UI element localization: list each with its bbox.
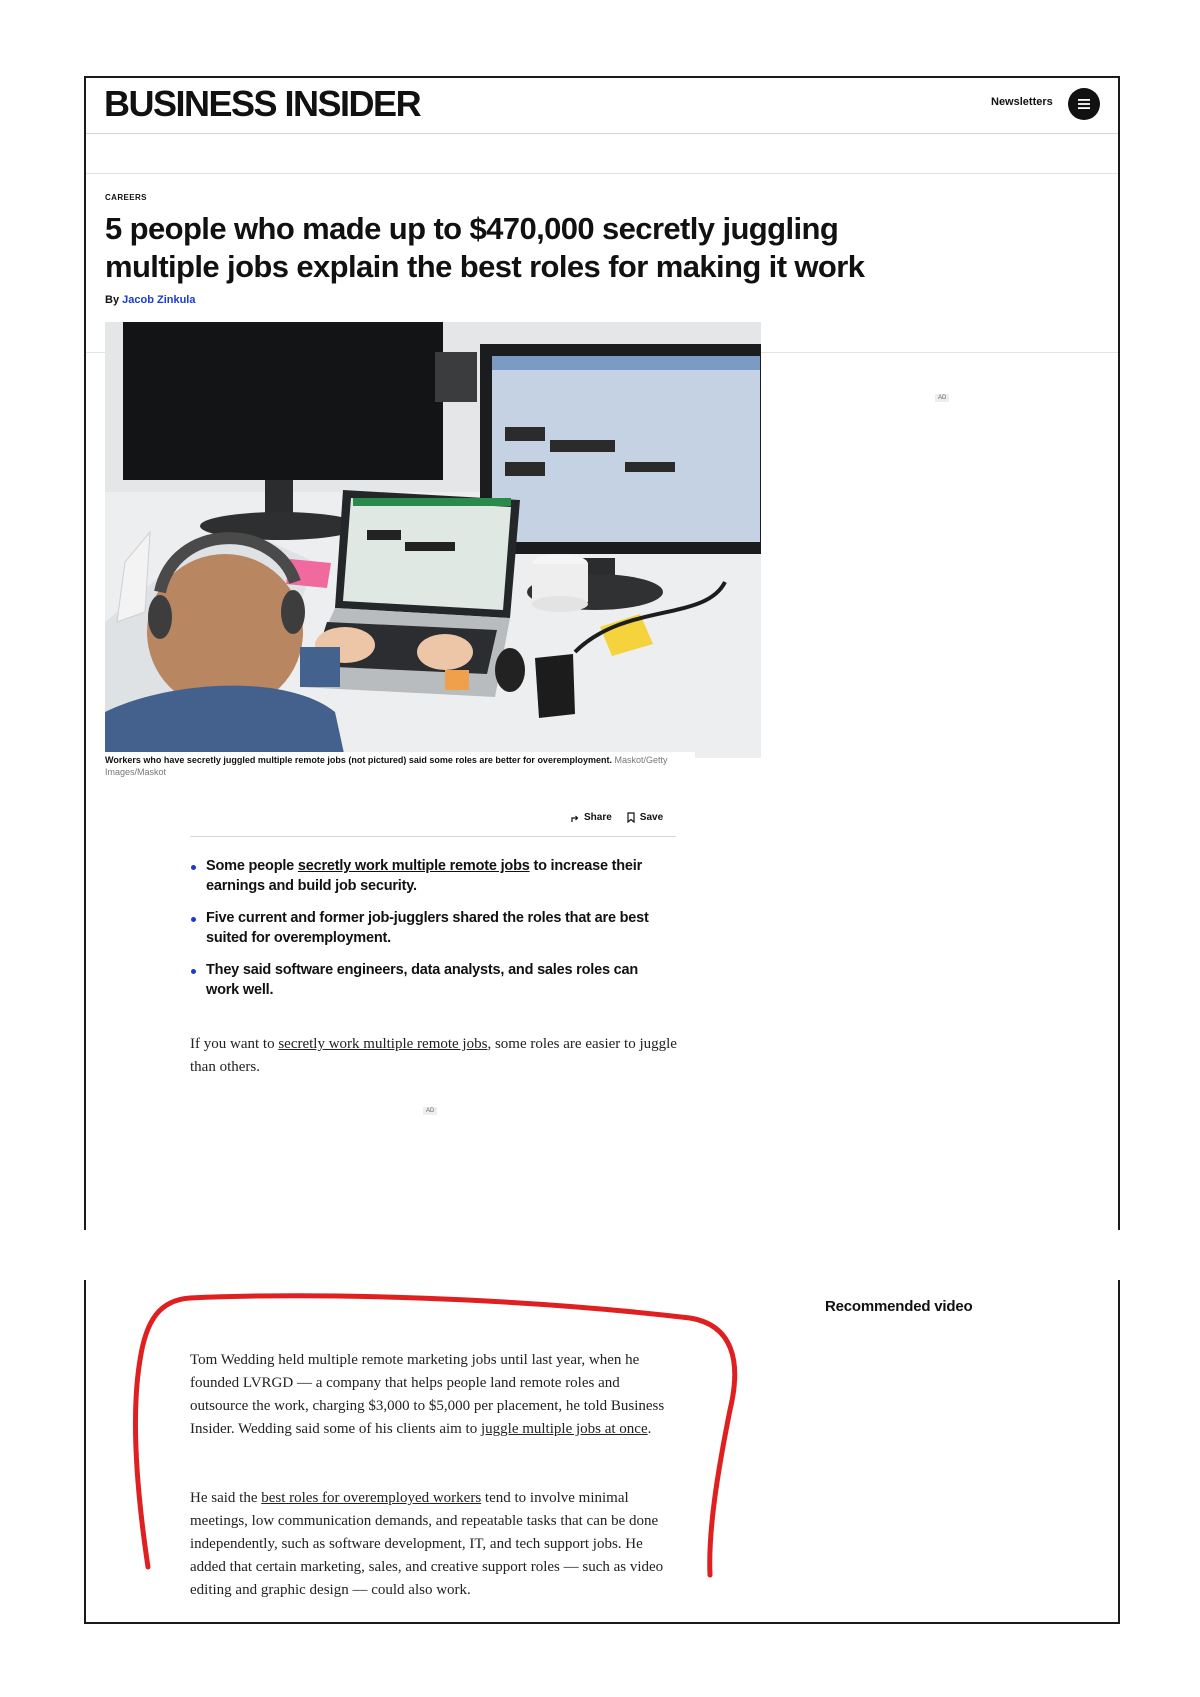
secretly-work-inline-link[interactable]: secretly work multiple remote jobs: [278, 1036, 488, 1052]
share-icon: [570, 813, 580, 823]
best-roles-link[interactable]: best roles for overemployed workers: [261, 1490, 482, 1506]
paragraph-text: , some roles are easier to juggle than others.: [190, 1036, 677, 1075]
paragraph-text: tend to involve minimal meetings, low communication demands, and repeatable tasks that can be done independently, such as software development, IT, and tech support jobs. He added that certain marketing, sales, and creative support roles — such as video editing and graphic design — could also work.: [190, 1490, 664, 1598]
office-desk-photo: [105, 322, 761, 758]
share-divider: [190, 836, 676, 837]
recommended-video-heading: Recommended video: [825, 1298, 973, 1315]
image-caption: [105, 752, 695, 778]
paragraph-text: If you want to: [190, 1036, 279, 1052]
key-points-list: [190, 856, 670, 1012]
paragraph-text: Tom Wedding held multiple remote marketing jobs until last year, when he founded LVRGD — a company that helps people land remote roles and outsource the work, charging $3,000 to $5,000 per placement, he told Business Insider. Wedding said some of his clients aim to: [190, 1352, 665, 1437]
newsletters-link[interactable]: Newsletters: [991, 96, 1053, 108]
key-point-text: to increase their earnings and build job security.: [206, 858, 643, 894]
byline-prefix: By: [105, 294, 120, 306]
author-link[interactable]: Jacob Zinkula: [122, 294, 196, 306]
ad-label: AD: [423, 1107, 437, 1115]
key-point: They said software engineers, data analysts, and sales roles can work well.: [190, 960, 670, 1000]
caption-text: Workers who have secretly juggled multiple remote jobs (not pictured) said some roles are better for overemployment.: [105, 755, 612, 765]
bookmark-icon: [626, 812, 636, 823]
juggle-jobs-link[interactable]: juggle multiple jobs at once: [480, 1421, 648, 1437]
paragraph-text: .: [647, 1421, 652, 1437]
article-paragraph: [190, 1349, 678, 1441]
byline: [105, 294, 195, 306]
section-label[interactable]: CAREERS: [105, 193, 147, 202]
caption-credit: Maskot/Getty Images/Maskot: [105, 755, 668, 777]
hero-image: [105, 322, 761, 758]
save-label: Save: [639, 812, 664, 823]
secretly-work-link[interactable]: secretly work multiple remote jobs: [297, 858, 530, 874]
key-point-text: Some people: [206, 858, 298, 874]
site-logo[interactable]: BUSINESS INSIDER: [104, 83, 421, 124]
key-point: Five current and former job-jugglers shared the roles that are best suited for overemployment.: [190, 908, 670, 948]
share-label: Share: [584, 812, 612, 823]
frame-gap-right: [1118, 1230, 1124, 1280]
article-paragraph: [190, 1487, 678, 1602]
article-paragraph: [190, 1033, 678, 1079]
hamburger-menu-icon[interactable]: [1068, 88, 1100, 120]
frame-gap-left: [82, 1230, 88, 1280]
article-headline: 5 people who made up to $470,000 secretly juggling multiple jobs explain the best roles for making it work: [105, 211, 865, 284]
save-button[interactable]: [626, 812, 663, 823]
share-button[interactable]: [570, 812, 612, 823]
share-toolbar: [570, 812, 663, 823]
site-header: [86, 78, 1118, 134]
key-point: [190, 856, 670, 896]
ad-label: AD: [935, 394, 949, 402]
paragraph-text: He said the: [190, 1490, 262, 1506]
